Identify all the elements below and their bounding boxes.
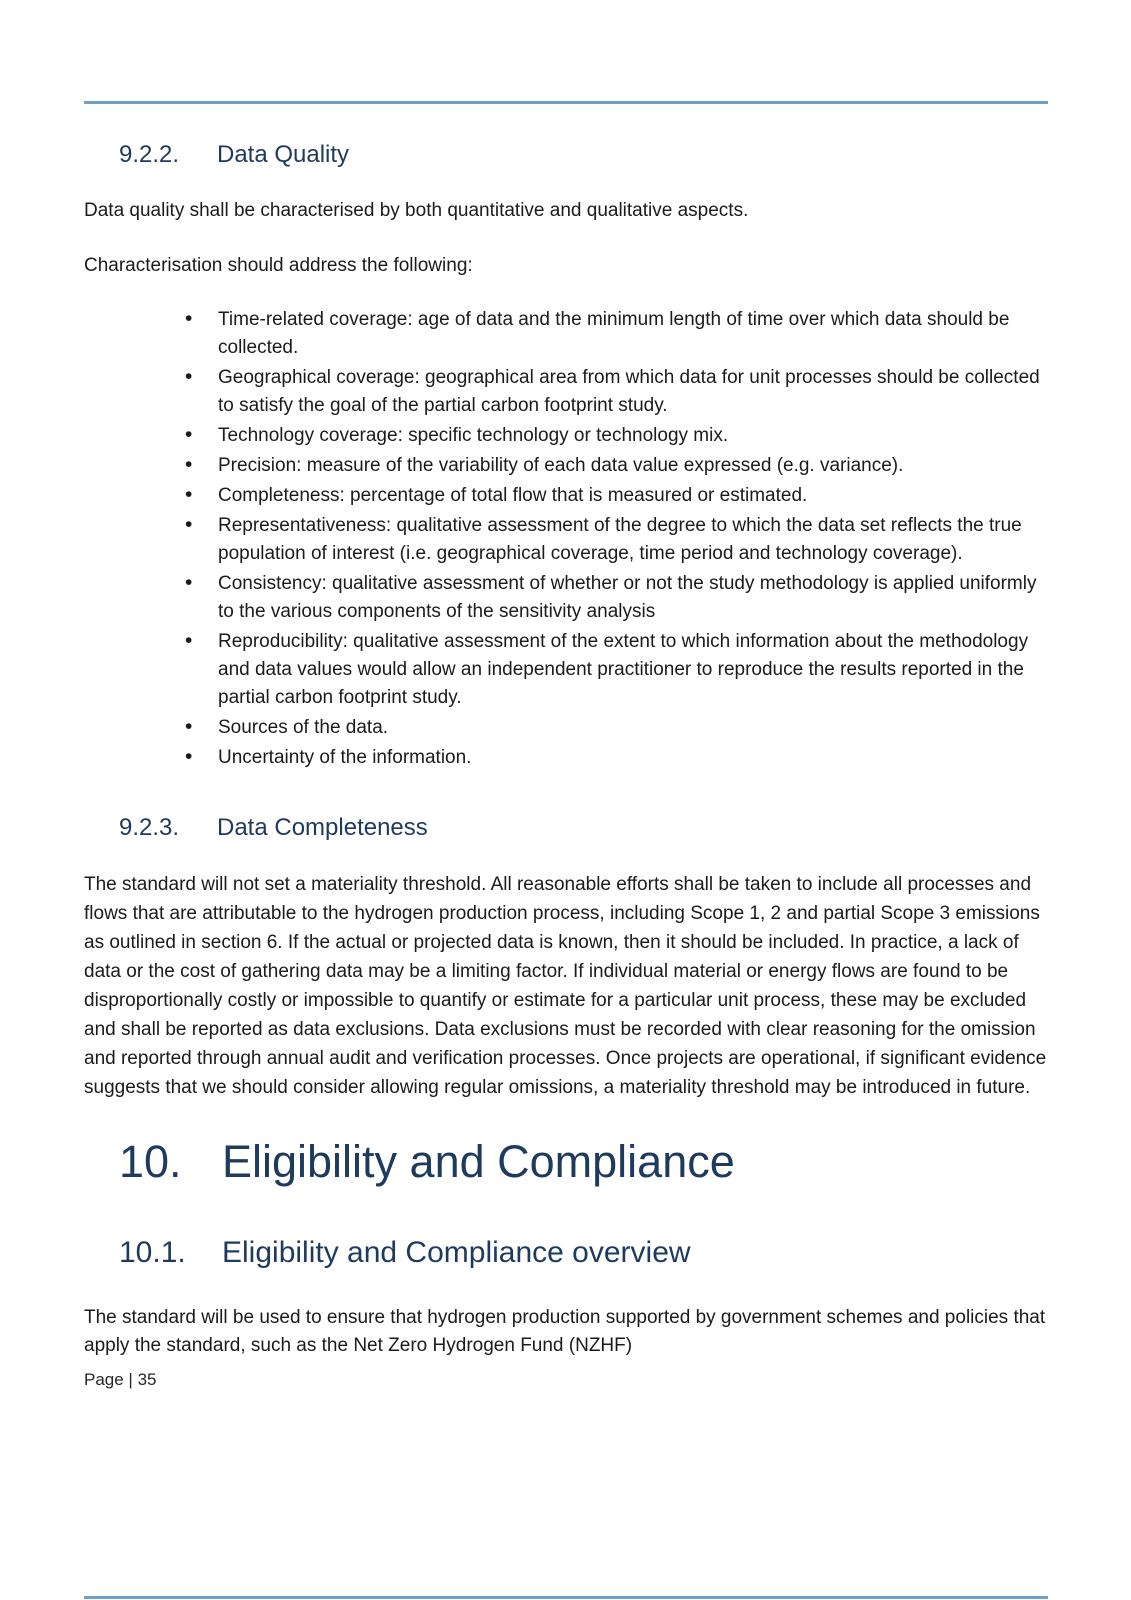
- heading-title: Data Quality: [217, 141, 350, 168]
- page-number: Page | 35: [84, 1370, 157, 1389]
- bullet-item: • Reproducibility: qualitative assessment of the extent to which information about the methodology and data values would allow an independent practitioner to reproduce the results reported in the partial carbon footprint study.: [84, 628, 1047, 712]
- heading-title: Data Completeness: [217, 814, 428, 841]
- bullet-item: • Geographical coverage: geographical area from which data for unit processes should be collected to satisfy the goal of the partial carbon footprint study.: [84, 364, 1047, 420]
- bullet-item: • Technology coverage: specific technology or technology mix.: [84, 422, 1047, 450]
- heading-number: 10.1.: [119, 1236, 186, 1269]
- bullet-item: • Uncertainty of the information.: [84, 744, 1047, 772]
- paragraph-characterisation-prompt: Characterisation should address the following:: [84, 255, 473, 276]
- paragraph-eligibility-overview: The standard will be used to ensure that hydrogen production supported by government schemes and policies that apply the standard, such as the Net Zero Hydrogen Fund (NZHF): [84, 1307, 1046, 1356]
- heading-number: 9.2.3.: [119, 814, 180, 841]
- section-heading-10-1: [84, 1234, 1047, 1272]
- bullet-item: • Consistency: qualitative assessment of whether or not the study methodology is applied uniformly to the various components of the sensitivity analysis: [84, 570, 1047, 626]
- page-content: [84, 0, 1047, 1391]
- bullet-item: • Completeness: percentage of total flow that is measured or estimated.: [84, 482, 1047, 510]
- heading-number: 9.2.2.: [119, 141, 180, 168]
- heading-number: 10.: [119, 1136, 182, 1187]
- bullet-item: • Time-related coverage: age of data and the minimum length of time over which data should be collected.: [84, 306, 1047, 362]
- heading-title: Eligibility and Compliance: [222, 1136, 735, 1187]
- chapter-heading-10: [84, 1134, 1047, 1190]
- paragraph-data-quality-intro: Data quality shall be characterised by both quantitative and qualitative aspects.: [84, 200, 749, 221]
- heading-title: Eligibility and Compliance overview: [222, 1236, 691, 1269]
- paragraph-data-completeness: The standard will not set a materiality threshold. All reasonable efforts shall be taken to include all processes and flows that are attributable to the hydrogen production process, including Scope 1, 2 and partial Scope 3 emissions as outlined in section 6. If the actual or projected data is known, then it should be included. In practice, a lack of data or the cost of gathering data may be a limiting factor. If individual material or energy flows are found to be disproportionally costly or impossible to quantify or estimate for a particular unit process, these may be excluded and shall be reported as data exclusions. Data exclusions must be recorded with clear reasoning for the omission and reported through annual audit and verification processes. Once projects are operational, if significant evidence suggests that we should consider allowing regular omissions, a materiality threshold may be introduced in future.: [84, 874, 1047, 1098]
- footer-rule: [84, 1596, 1048, 1599]
- section-heading-9-2-2: [84, 140, 1047, 170]
- bullet-list-data-quality: [84, 306, 1047, 772]
- bullet-item: • Sources of the data.: [84, 714, 1047, 742]
- bullet-item: • Precision: measure of the variability of each data value expressed (e.g. variance).: [84, 452, 1047, 480]
- section-heading-9-2-3: [84, 813, 1047, 843]
- bullet-item: • Representativeness: qualitative assessment of the degree to which the data set reflects the true population of interest (i.e. geographical coverage, time period and technology coverage).: [84, 512, 1047, 568]
